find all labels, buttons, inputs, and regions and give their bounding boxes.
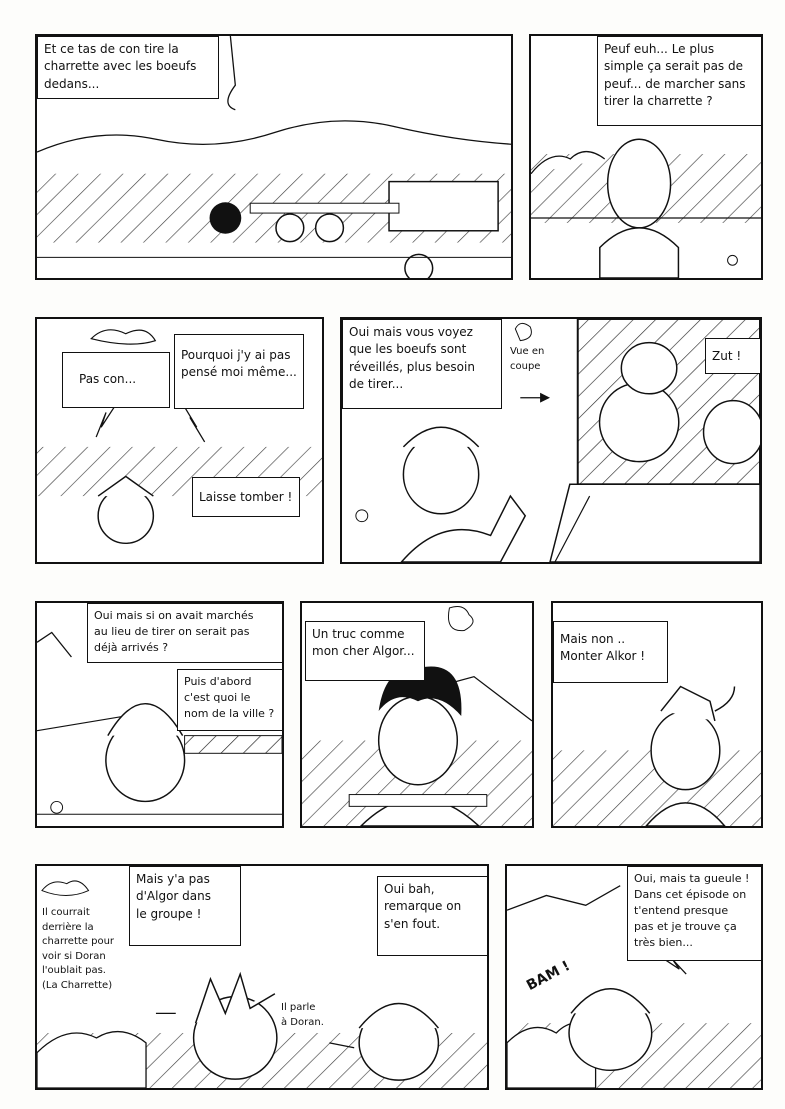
panel-7 (551, 601, 763, 828)
speech-bubble: Un truc comme mon cher Algor... (305, 621, 425, 681)
speech-bubble: Laisse tomber ! (192, 477, 300, 517)
panel-8 (35, 864, 489, 1090)
speech-bubble: Et ce tas de con tire la charrette avec les boeufs dedans... (37, 36, 219, 99)
speech-bubble: Peuf euh... Le plus simple ça serait pas de peuf... de marcher sans tirer la charrette ? (597, 36, 763, 126)
panel-6 (300, 601, 534, 828)
caption-note: Il courrait derrière la charrette pour voir si Doran l'oublait pas. (La Charrette) (42, 907, 115, 991)
speech-bubble: Zut ! (705, 338, 761, 374)
speech-bubble: Oui bah, remarque on s'en fout. (377, 876, 489, 956)
panel-4 (340, 317, 762, 564)
caption-note: Il parle à Doran. (281, 1002, 324, 1028)
speech-bubble: Oui mais si on avait marchés au lieu de tirer on serait pas déjà arrivés ? (87, 603, 284, 663)
speech-bubble: Mais y'a pas d'Algor dans le groupe ! (129, 866, 241, 946)
panel-1 (35, 34, 513, 280)
panel-3 (35, 317, 324, 564)
caption-note: Vue en coupe (510, 346, 545, 372)
speech-bubble: Pas con... (62, 352, 170, 408)
speech-bubble: Mais non .. Monter Alkor ! (553, 621, 668, 683)
speech-bubble: Oui mais vous voyez que les boeufs sont réveillés, plus besoin de tirer... (342, 319, 502, 409)
panel-2 (529, 34, 763, 280)
speech-bubble: Oui, mais ta gueule ! Dans cet épisode on t'entend presque pas et je trouve ça très bien... (627, 866, 763, 961)
speech-bubble: Puis d'abord c'est quoi le nom de la ville ? (177, 669, 284, 731)
panel-9 (505, 864, 763, 1090)
speech-bubble: Pourquoi j'y ai pas pensé moi même... (174, 334, 304, 409)
panel-5 (35, 601, 284, 828)
sound-effect: BAM ! (523, 957, 573, 995)
